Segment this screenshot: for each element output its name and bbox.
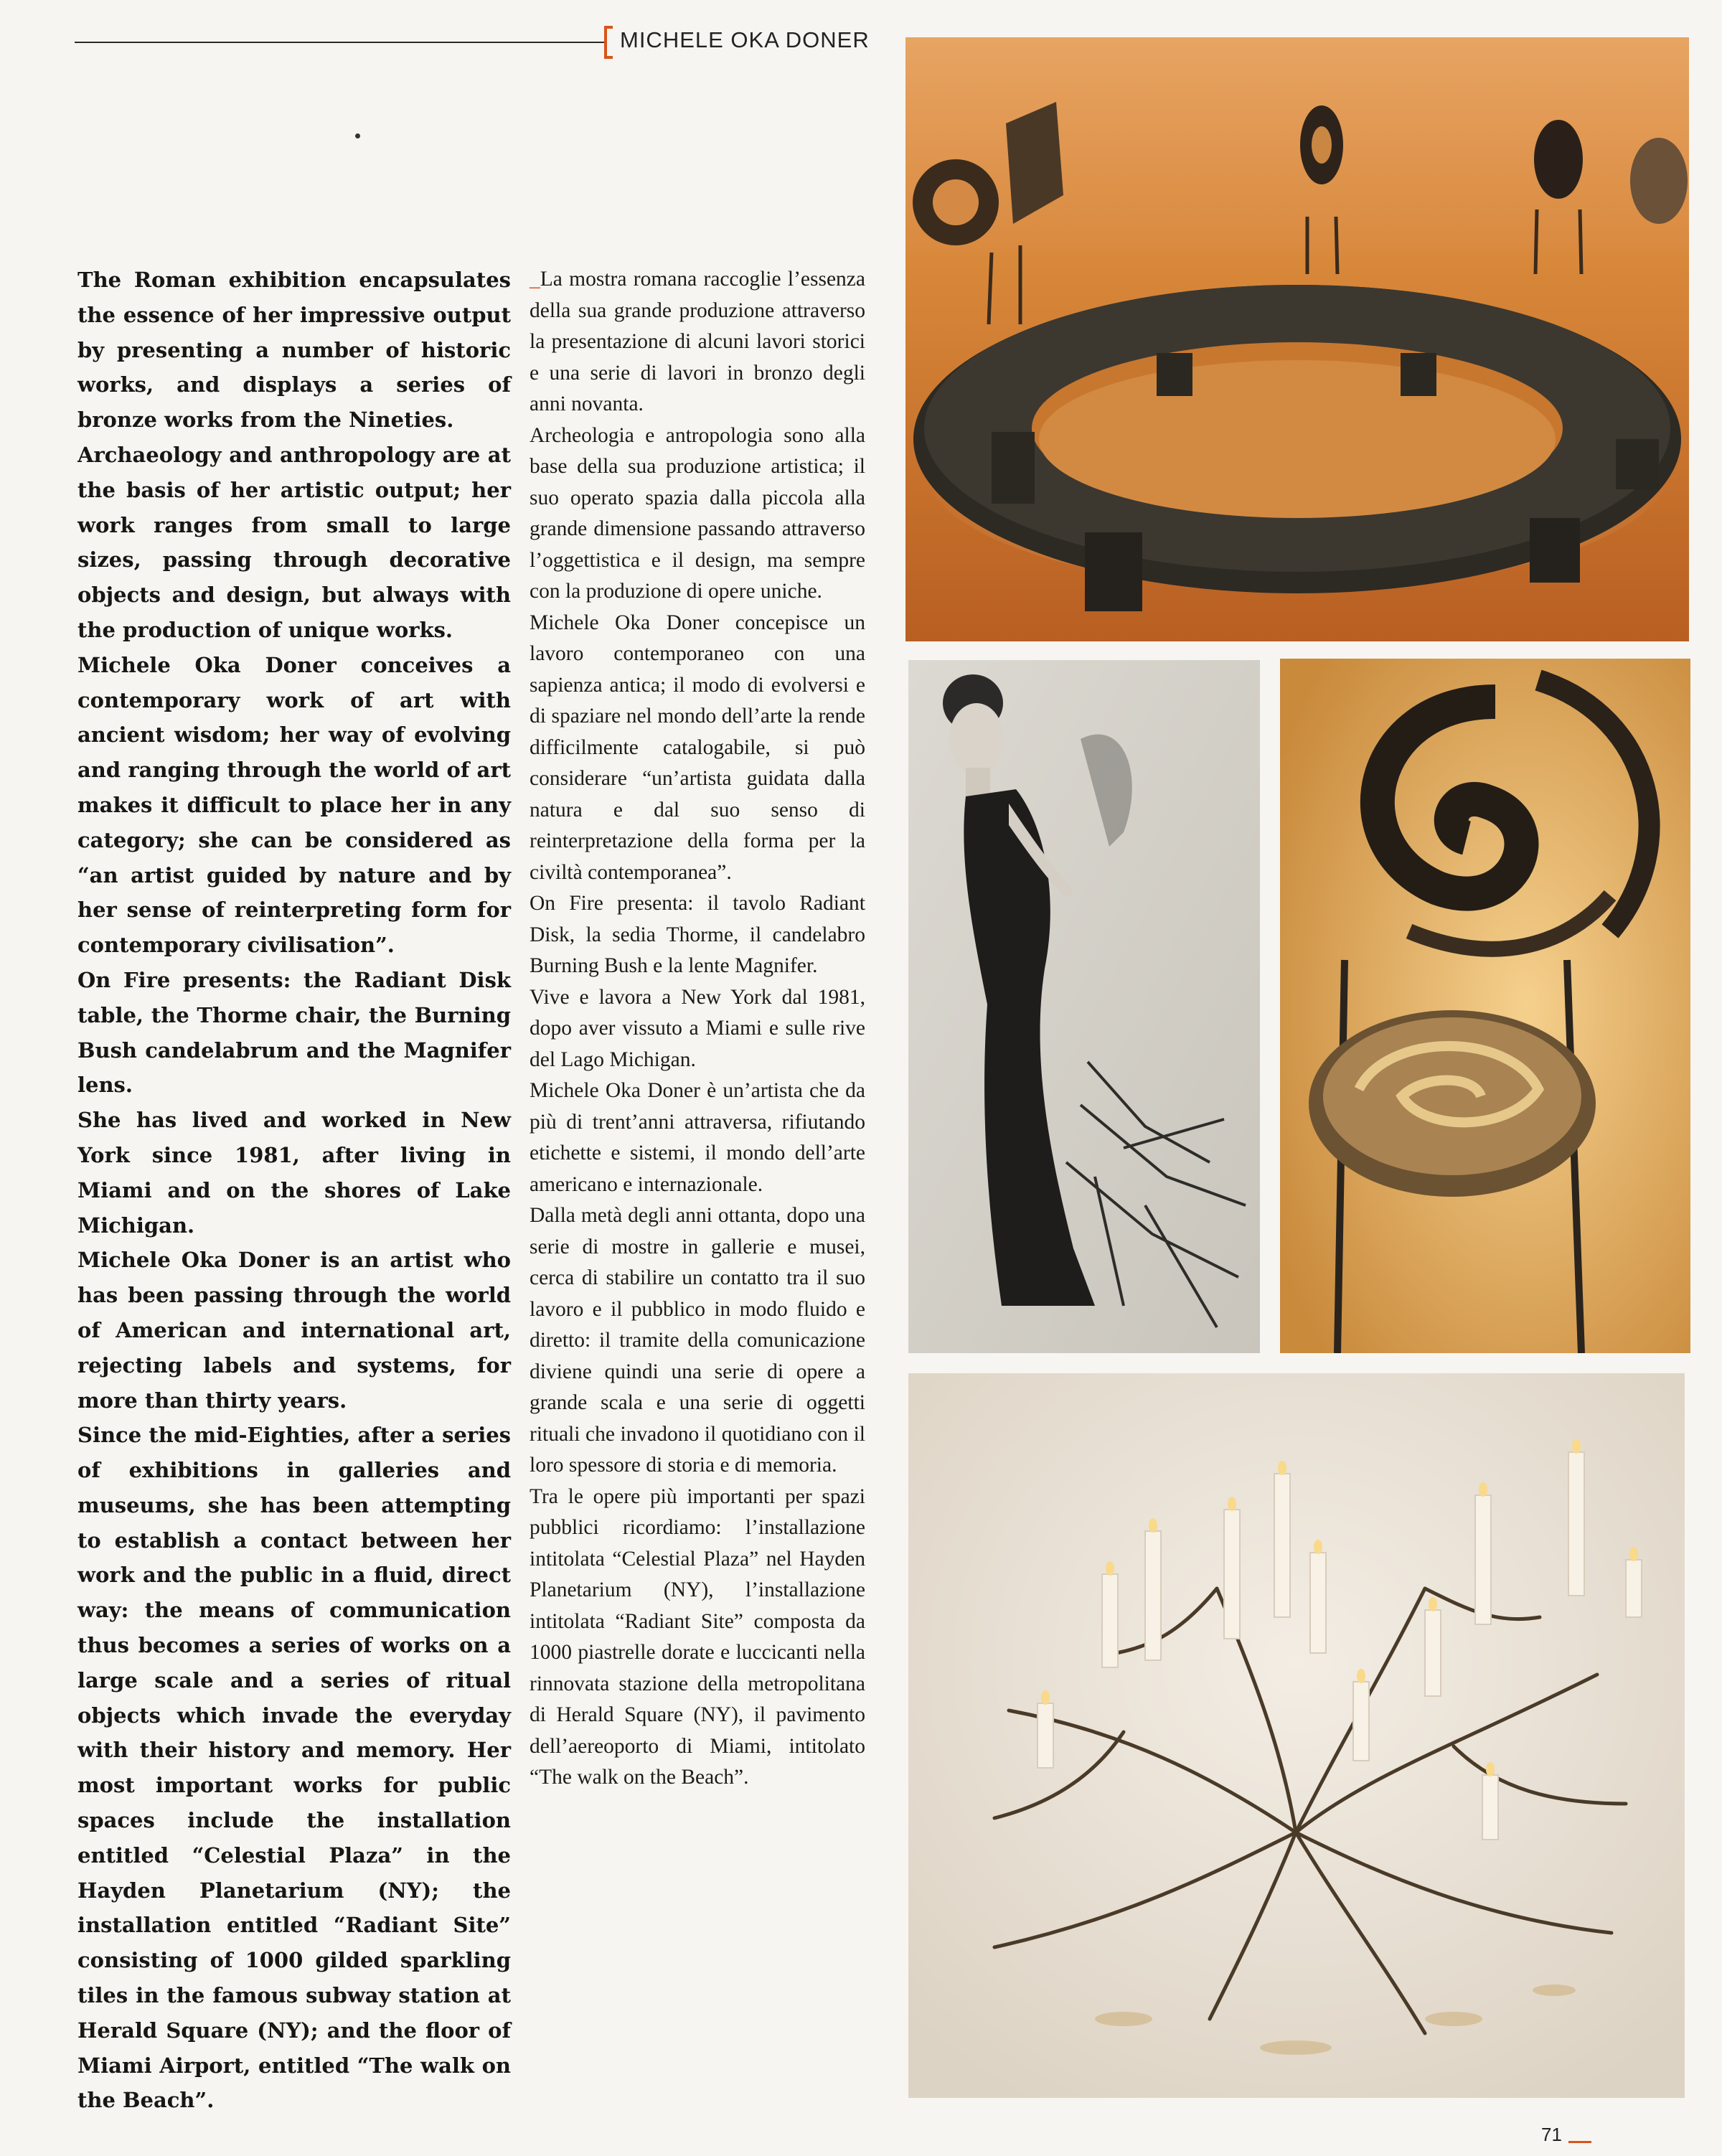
table-illustration <box>905 37 1689 641</box>
chair-illustration <box>1280 659 1690 1353</box>
photo-thorme-chair <box>1280 659 1690 1353</box>
english-paragraph: The Roman exhibition encapsulates the essence of her impressive output by presenting a number of historic works, and displays a series of bronze works from the Nineties. <box>77 268 511 433</box>
candelabrum-illustration <box>908 1373 1685 2098</box>
english-column <box>77 263 511 2118</box>
italian-paragraph-text: La mostra romana raccoglie l’essenza della sua grande produzione attraverso la presentazione di alcuni lavori storici e una serie di lavori in bronzo degli anni novanta. <box>530 268 865 415</box>
photo-radiant-disk-table <box>905 37 1689 641</box>
italian-paragraph: Dalla metà degli anni ottanta, dopo una serie di mostre in gallerie e musei, cerca di stabilire un contatto tra il suo lavoro e il pubblico in modo fluido e diretto: il tramite della comunicazione diviene quindi una serie di opere a grande scala e una serie di oggetti rituali che invadono il quotidiano con il loro spessore di storia e di memoria. <box>530 1204 865 1477</box>
bracket-mark <box>604 26 613 59</box>
english-paragraph: Since the mid-Eighties, after a series of exhibitions in galleries and museums, she has been attempting to establish a contact between her work and the public in a fluid, direct way: the means of communication thus becomes a series of works on a large scale and a series of ritual objects which invade the everyday with their history and memory. Her most important works for public spaces include the installation entitled “Celestial Plaza” in the Hayden Planetarium (NY); the installation entitled “Radiant Site” consisting of 1000 gilded sparkling tiles in the famous subway station at Herald Square (NY); and the floor of Miami Airport, entitled “The walk on the Beach”. <box>77 1423 511 2113</box>
italian-paragraph: Michele Oka Doner concepisce un lavoro contemporaneo con una sapienza antica; il modo di evolversi e di spaziare nel mondo dell’arte la rende difficilmente catalogabile, si può considerare “un’artista guidata dalla natura e dal suo senso di reinterpretazione della forma per la civiltà contemporanea”. <box>530 611 865 884</box>
running-head-text: MICHELE OKA DONER <box>620 27 870 52</box>
page-number: 71 <box>1541 2124 1562 2145</box>
italian-column <box>530 264 865 1794</box>
english-paragraph: She has lived and worked in New York since 1981, after living in Miami and on the shores of Lake Michigan. <box>77 1108 511 1238</box>
photo-burning-bush-candelabrum <box>908 1373 1685 2098</box>
photo-artist-portrait <box>908 660 1260 1353</box>
english-paragraph: Michele Oka Doner is an artist who has been passing through the world of American and international art, rejecting labels and systems, for more than thirty years. <box>77 1248 511 1413</box>
italian-paragraph: Michele Oka Doner è un’artista che da più di trent’anni attraversa, rifiutando etichette e sistemi, il mondo dell’arte americano e internazionale. <box>530 1079 865 1196</box>
english-paragraph: On Fire presents: the Radiant Disk table, the Thorme chair, the Burning Bush candelabrum and the Magnifer lens. <box>77 967 511 1098</box>
running-head <box>604 24 874 56</box>
italian-paragraph: Tra le opere più importanti per spazi pubblici ricordiamo: l’installazione intitolata “Celestial Plaza” nel Hayden Planetarium (NY), l’installazione intitolata “Radiant Site” composta da 1000 piastrelle dorate e luccicanti nella rinnovata stazione della metropolitana di Herald Square (NY), il pavimento dell’aereoporto di Miami, intitolato “The walk on the Beach”. <box>530 1484 865 1789</box>
stray-dot <box>355 133 360 138</box>
lead-mark: _ <box>530 268 540 291</box>
english-paragraph: Michele Oka Doner conceives a contemporary work of art with ancient wisdom; her way of evolving and ranging through the world of art makes it difficult to place her in any category; she can be considered as “an artist guided by nature and by her sense of reinterpreting form for contemporary civilisation”. <box>77 652 511 958</box>
italian-paragraph: On Fire presenta: il tavolo Radiant Disk, la sedia Thorme, il candelabro Burning Bush e la lente Magnifer. <box>530 892 865 977</box>
english-paragraph: Archaeology and anthropology are at the basis of her artistic output; her work ranges from small to large sizes, passing through decorative objects and design, but always with the production of unique works. <box>77 442 511 642</box>
portrait-illustration <box>908 660 1260 1353</box>
page-number-accent <box>1568 2141 1591 2143</box>
italian-paragraph-first <box>530 264 865 420</box>
italian-paragraph: Archeologia e antropologia sono alla base della sua produzione artistica; il suo operato spazia dalla piccola alla grande dimensione passando attraverso l’oggettistica e il design, ma sempre con la produzione di opere uniche. <box>530 423 865 603</box>
italian-paragraph: Vive e lavora a New York dal 1981, dopo aver vissuto a Miami e sulle rive del Lago Michigan. <box>530 985 865 1071</box>
